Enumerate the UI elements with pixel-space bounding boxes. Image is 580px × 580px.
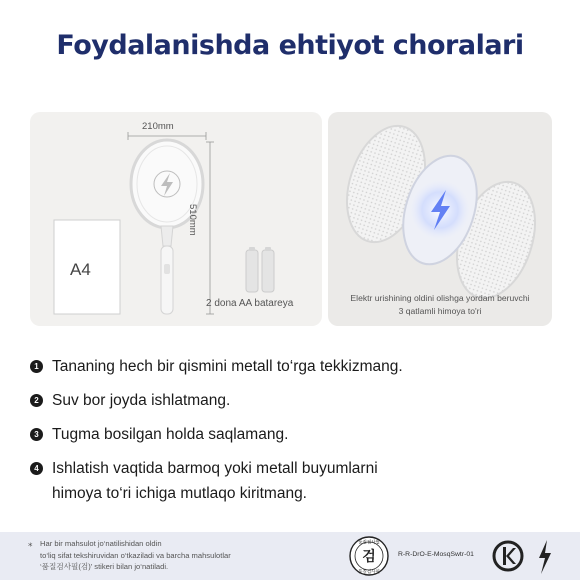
a4-label: A4 — [70, 260, 91, 279]
racket-neck — [161, 226, 173, 246]
rule-text-line1: Ishlatish vaqtida barmoq yoki metall buyumlarni — [52, 460, 378, 477]
rule-number-badge: 4 — [30, 462, 43, 475]
mesh-caption — [328, 292, 552, 318]
width-label: 210mm — [142, 121, 174, 132]
footnote-star: * — [28, 542, 33, 552]
battery-tip — [265, 247, 271, 251]
quality-note-line1: Har bir mahsulot jo‘natilishidan oldin — [40, 539, 162, 548]
electric-hazard-icon — [536, 538, 554, 576]
racket-handle — [161, 246, 173, 314]
list-item — [30, 388, 550, 413]
list-item — [30, 354, 550, 379]
racket-button — [164, 264, 170, 274]
battery-tip — [249, 247, 255, 251]
quality-note-line2: to‘liq sifat tekshiruvidan o‘tkaziladi va barcha mahsulotlar — [40, 550, 231, 560]
list-item — [30, 422, 550, 447]
svg-text:검: 검 — [362, 549, 376, 565]
battery-icon — [246, 250, 258, 292]
quality-note — [40, 538, 330, 573]
certification-code: R-R-DrO-E-MosqSwtr-01 — [398, 551, 474, 558]
quality-seal-icon — [348, 535, 390, 577]
rule-text: Tugma bosilgan holda saqlamang. — [52, 426, 289, 443]
kc-certification-icon — [492, 536, 524, 576]
rule-number-badge: 3 — [30, 428, 43, 441]
rule-number-badge: 1 — [30, 360, 43, 373]
rule-text-line2: himoya to‘ri ichiga mutlaqo kiritmang. — [52, 485, 307, 502]
quality-note-line3: ‘품질검사필(검)’ stikeri bilan jo‘natiladi. — [40, 562, 169, 571]
svg-text:품질검사필: 품질검사필 — [358, 570, 380, 575]
racket-illustration — [30, 112, 322, 326]
page-title: Foydalanishda ehtiyot choralari — [56, 30, 524, 61]
mesh-caption-line1: Elektr urishining oldini olishga yordam beruvchi — [350, 293, 530, 303]
svg-text:품질검사필: 품질검사필 — [358, 540, 380, 546]
rule-text: Tananing hech bir qismini metall to‘rga tekkizmang. — [52, 358, 403, 375]
footer-bar — [0, 532, 580, 580]
battery-label: 2 dona AA batareya — [206, 298, 294, 309]
height-label: 510mm — [187, 204, 198, 236]
battery-icon — [262, 250, 274, 292]
safety-rules-list — [30, 354, 550, 515]
rule-number-badge: 2 — [30, 394, 43, 407]
list-item — [30, 456, 550, 506]
product-dimensions-panel — [30, 112, 322, 326]
rule-text: Suv bor joyda ishlatmang. — [52, 392, 231, 409]
mesh-caption-line2: 3 qatlamli himoya to'ri — [398, 306, 482, 316]
protective-mesh-panel — [328, 112, 552, 326]
